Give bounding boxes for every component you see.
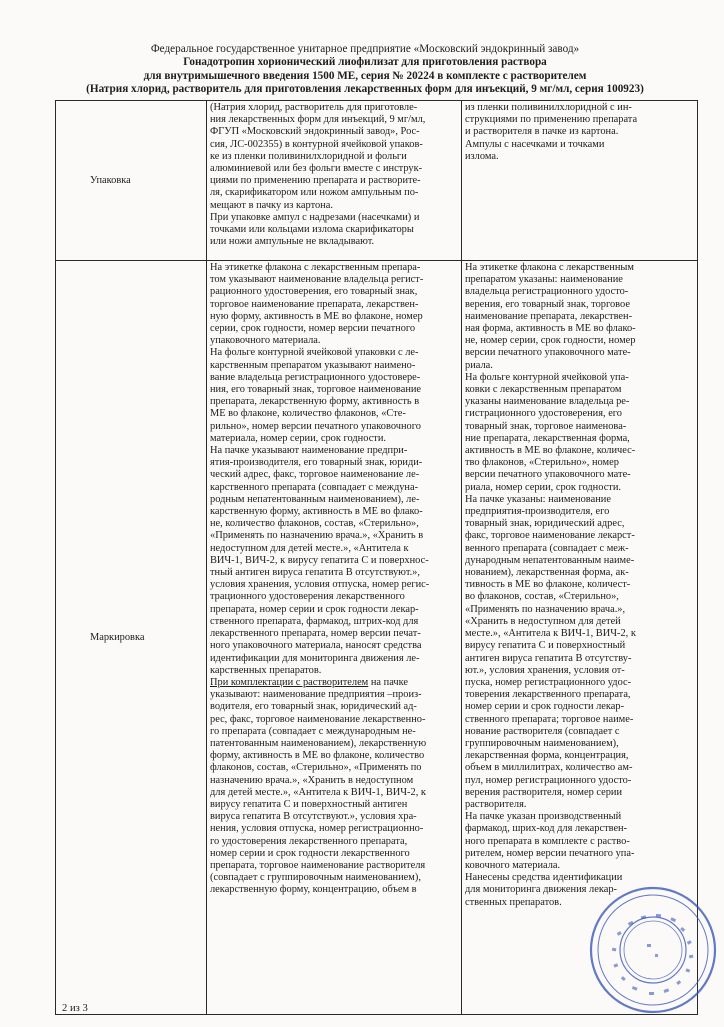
packaging-actual-cell	[462, 101, 698, 261]
solvent-clause-text: на пачке указывают: наименование предприятия –произ- водителя, его товарный знак, юридический ад- рес, факс, торговое наименование лекарственно- го препарата (совпадает с международным не- патентованным наименованием), лекарственную форму, активность в МЕ во флаконе, количество флаконов, состав, «Стерильно», «Применять по назначению врача.», «Хранить в недоступном для детей месте.», «Антитела к ВИЧ-1, ВИЧ-2, к вирусу гепатита С и поверхностный антиген вируса гепатита В отсутствуют.», условия хра- нения, условия отпуска, номер регистрационно- го удостоверения лекарственного препарата, номер серии и срок годности лекарственного препарата, торговое наименование растворителя (совпадает с группировочным наименованием), лекарственную форму, концентрацию, объем в	[210, 676, 427, 896]
header-solvent: (Натрия хлорид, растворитель для приготовления лекарственных форм для инъекций, 9 мг/мл, серия 100923)	[86, 83, 644, 96]
marking-actual-paragraph: На пачке указаны: наименование предприятия-производителя, его товарный знак, юридический адрес, факс, торговое наименование лекарст- венного препарата (совпадает с меж- дународным непатентованным наиме- нованием), лекарственная форма, ак- тивность в МЕ во флаконе, количест- во флаконов, состав, «Стерильно», «Применять по назначению врача.», «Хранить в недоступном для детей месте.», «Антитела к ВИЧ-1, ВИЧ-2, к вирусу гепатита С и поверхностный антиген вируса гепатита В отсутству- ют.», условия хранения, условия от- пуска, номер регистрационного удос- товерения лекарственного препарата, номер серии и срок годности лекар- ственного препарата; торговое наиме- нование растворителя (совпадает с группировочным наименованием), лекарственная форма, концентрация, объем в миллилитрах, количество ам- пул, номер регистрационного удосто- верения растворителя, номер серии растворителя.	[465, 493, 636, 810]
row-label-marking: Маркировка	[56, 261, 207, 1015]
packaging-paragraph: (Натрия хлорид, растворитель для приготовле- ния лекарственных форм для инъекций, 9 мг/мл, ФГУП «Московский эндокринный завод», Рос- сия, ЛС-002355) в контурной ячейковой упаков- ке из пленки поливинилхлоридной и фольги алюминиевой или без фольги вместе с инструк- циями по применению препарата и растворите- ля, скарификатором или ножом ампульным по- мещают в пачку из картона.	[210, 102, 426, 211]
company-stamp	[573, 872, 723, 1022]
marking-actual-paragraph: Нанесены средства идентификации для мониторинга движения лекар- ственных препаратов.	[465, 872, 623, 908]
row-label-packaging: Упаковка	[56, 101, 207, 261]
solvent-clause-underlined: При комплектации с растворителем	[210, 676, 369, 688]
stamp-seal-icon	[573, 872, 723, 1022]
marking-paragraph: На пачке указывают наименование предпри- ятия-производителя, его товарный знак, юриди- ческий адрес, факс, торговое наименование ле- карственного препарата (совпадает с междуна- родным непатентованным наименованием), ле- карственную форму, активность в МЕ во флако- не, количество флаконов, состав, «Стерильно», «Применять по назначению врача.», «Хранить в недоступном для детей месте.», «Антитела к ВИЧ-1, ВИЧ-2, к вирусу гепатита С и поверхнос- тный антиген вируса гепатита В отсутствуют.», условия хранения, условия отпуска, номер регис- трационного удостоверения лекарственного препарата, номер серии и срок годности лекар- ственного препарата, фармакод, штрих-код для лекарственного препарата, номер версии печат- ного упаковочного материала, наносят средства идентификации для мониторинга движения ле- карственных препаратов.	[210, 445, 430, 676]
marking-paragraph-solvent	[210, 677, 458, 897]
document-header	[40, 43, 690, 97]
marking-requirements-cell	[207, 261, 462, 1015]
marking-paragraph: На фольге контурной ячейковой упаковки с ле- карственным препаратом указывают наимено- вание владельца регистрационного удостовере- ния, его товарный знак, торговое наименование препарата, лекарственную форму, активность в МЕ во флаконе, количество флаконов, «Сте- рильно», номер версии печатного упаковочного материала, номер серии, срок годности.	[210, 347, 422, 444]
header-product-series: для внутримышечного введения 1500 МЕ, серия № 20224 в комплекте с растворителем	[143, 69, 587, 82]
packaging-paragraph: При упаковке ампул с надрезами (насечками) и точками или кольцами излома скарификаторы или ножи ампульные не вкладывают.	[210, 211, 420, 248]
header-organization: Федеральное государственное унитарное предприятие «Московский эндокринный завод»	[150, 43, 580, 55]
marking-actual-paragraph: На фольге контурной ячейковой упа- ковки с лекарственным препаратом указаны наименование владельца ре- гистрационного удостоверения, его товарный знак, торговое наименова- ние препарата, лекарственная форма, активность в МЕ во флаконе, количес- тво флаконов, «Стерильно», номер версии печатного упаковочного мате- риала, номер серии, срок годности.	[465, 371, 636, 493]
marking-actual-paragraph: На этикетке флакона с лекарственным препаратом указаны: наименование владельца регистрационного удосто- верения, его товарный знак, торговое наименование препарата, лекарствен- ная форма, активность в МЕ во флако- не, номер серии, срок годности, номер версии печатного упаковочного мате- риала.	[465, 262, 636, 371]
header-product-name: Гонадотропин хорионический лиофилизат для приготовления раствора	[183, 56, 547, 69]
packaging-requirements-cell	[207, 101, 462, 261]
packaging-actual-paragraph: из пленки поливинилхлоридной с ин- струкциями по применению препарата и растворителя в пачке из картона. Ампулы с насечками и точками излома.	[465, 102, 638, 162]
page-number: 2 из 3	[62, 1003, 88, 1014]
table-row-packaging	[56, 101, 698, 261]
marking-actual-paragraph: На пачке указан производственный фармакод, шрих-код для лекарствен- ного препарата в комплекте с раство- рителем, номер версии печатного упа- ковочного материала.	[465, 811, 635, 871]
marking-paragraph: На этикетке флакона с лекарственным препара- том указывают наименование владельца регист- рационного удостоверения, его товарный знак, торговое наименование препарата, лекарствен- ную форму, активность в МЕ во флаконе, номер серии, срок годности, номер версии печатного упаковочного материала.	[210, 262, 424, 347]
